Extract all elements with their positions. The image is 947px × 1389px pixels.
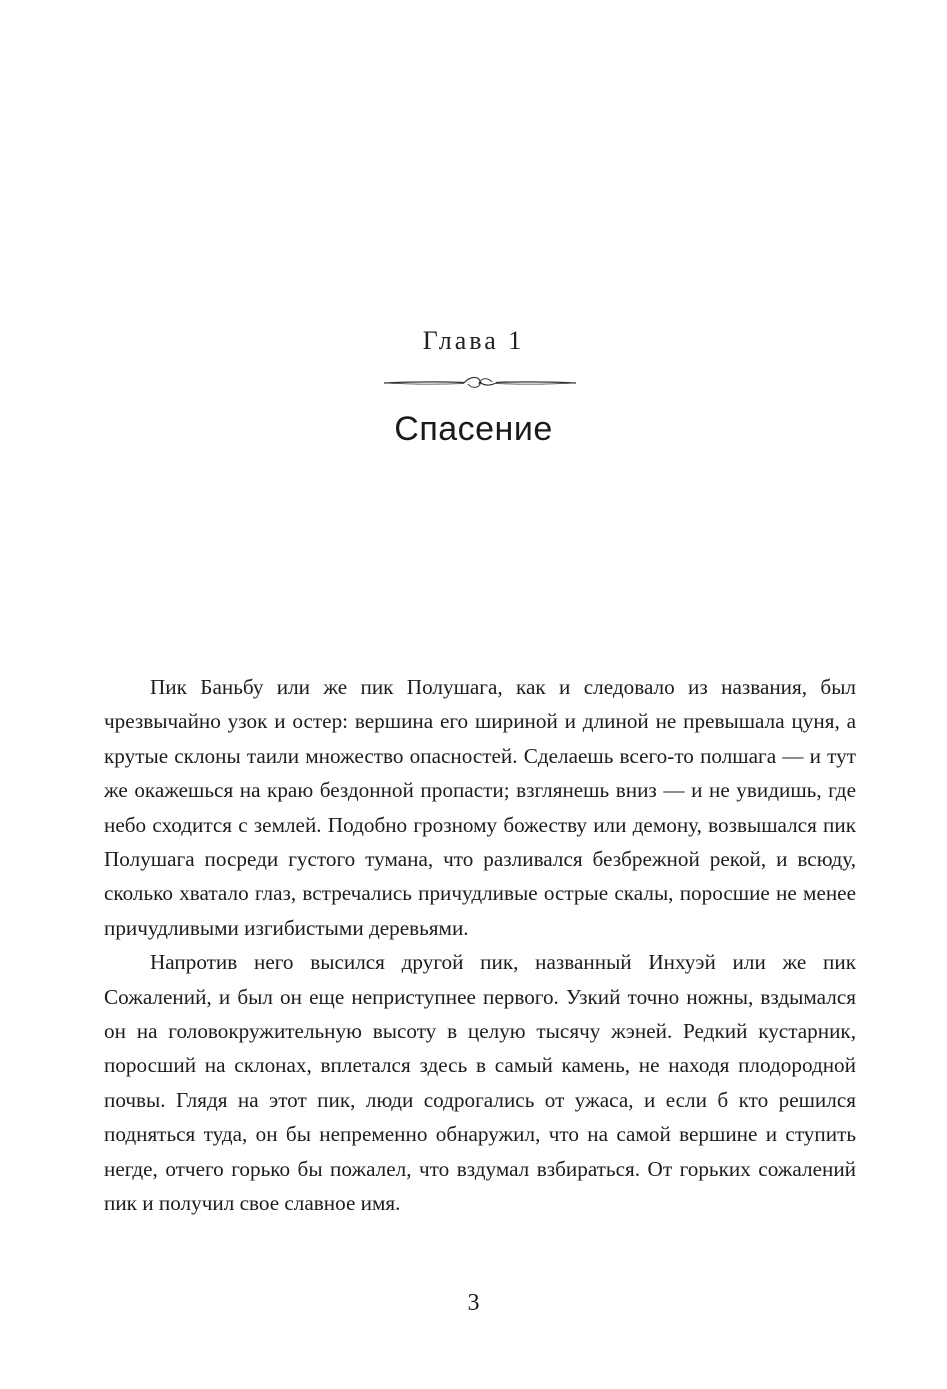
chapter-body (104, 670, 856, 1221)
chapter-title: Спасение (394, 410, 553, 448)
page-number: 3 (467, 1290, 480, 1316)
chapter-label: Глава 1 (422, 326, 525, 355)
paragraph-1: Пик Баньбу или же пик Полушага, как и следовало из названия, был чрезвычайно узок и остер: вершина его шириной и длиной не превышала цуня, а крутые склоны таили множество опасностей. Сделаешь всего-то полшага — и тут же окажешься на краю бездонной пропасти; взглянешь вниз — и не увидишь, где небо сходится с землей. Подобно грозному божеству или демону, возвышался пик Полушага посреди густого тумана, что разливался безбрежной рекой, и всюду, сколько хватало глаз, встречались причудливые острые скалы, поросшие не менее причудливыми изгибистыми деревьями. (104, 675, 856, 940)
paragraph-2: Напротив него высился другой пик, названный Инхуэй или же пик Сожалений, и был он еще неприступнее первого. Узкий точно ножны, вздымался он на головокружительную высоту в целую тысячу жэней. Редкий кустарник, поросший на склонах, вплетался здесь в самый камень, не находя плодородной почвы. Глядя на этот пик, люди содрогались от ужаса, и если б кто решился подняться туда, он бы непременно обнаружил, что на самой вершине и ступить негде, отчего горько бы пожалел, что вздумал взбираться. От горьких сожалений пик и получил свое славное имя. (104, 950, 856, 1216)
chapter-divider-ornament (382, 372, 578, 394)
